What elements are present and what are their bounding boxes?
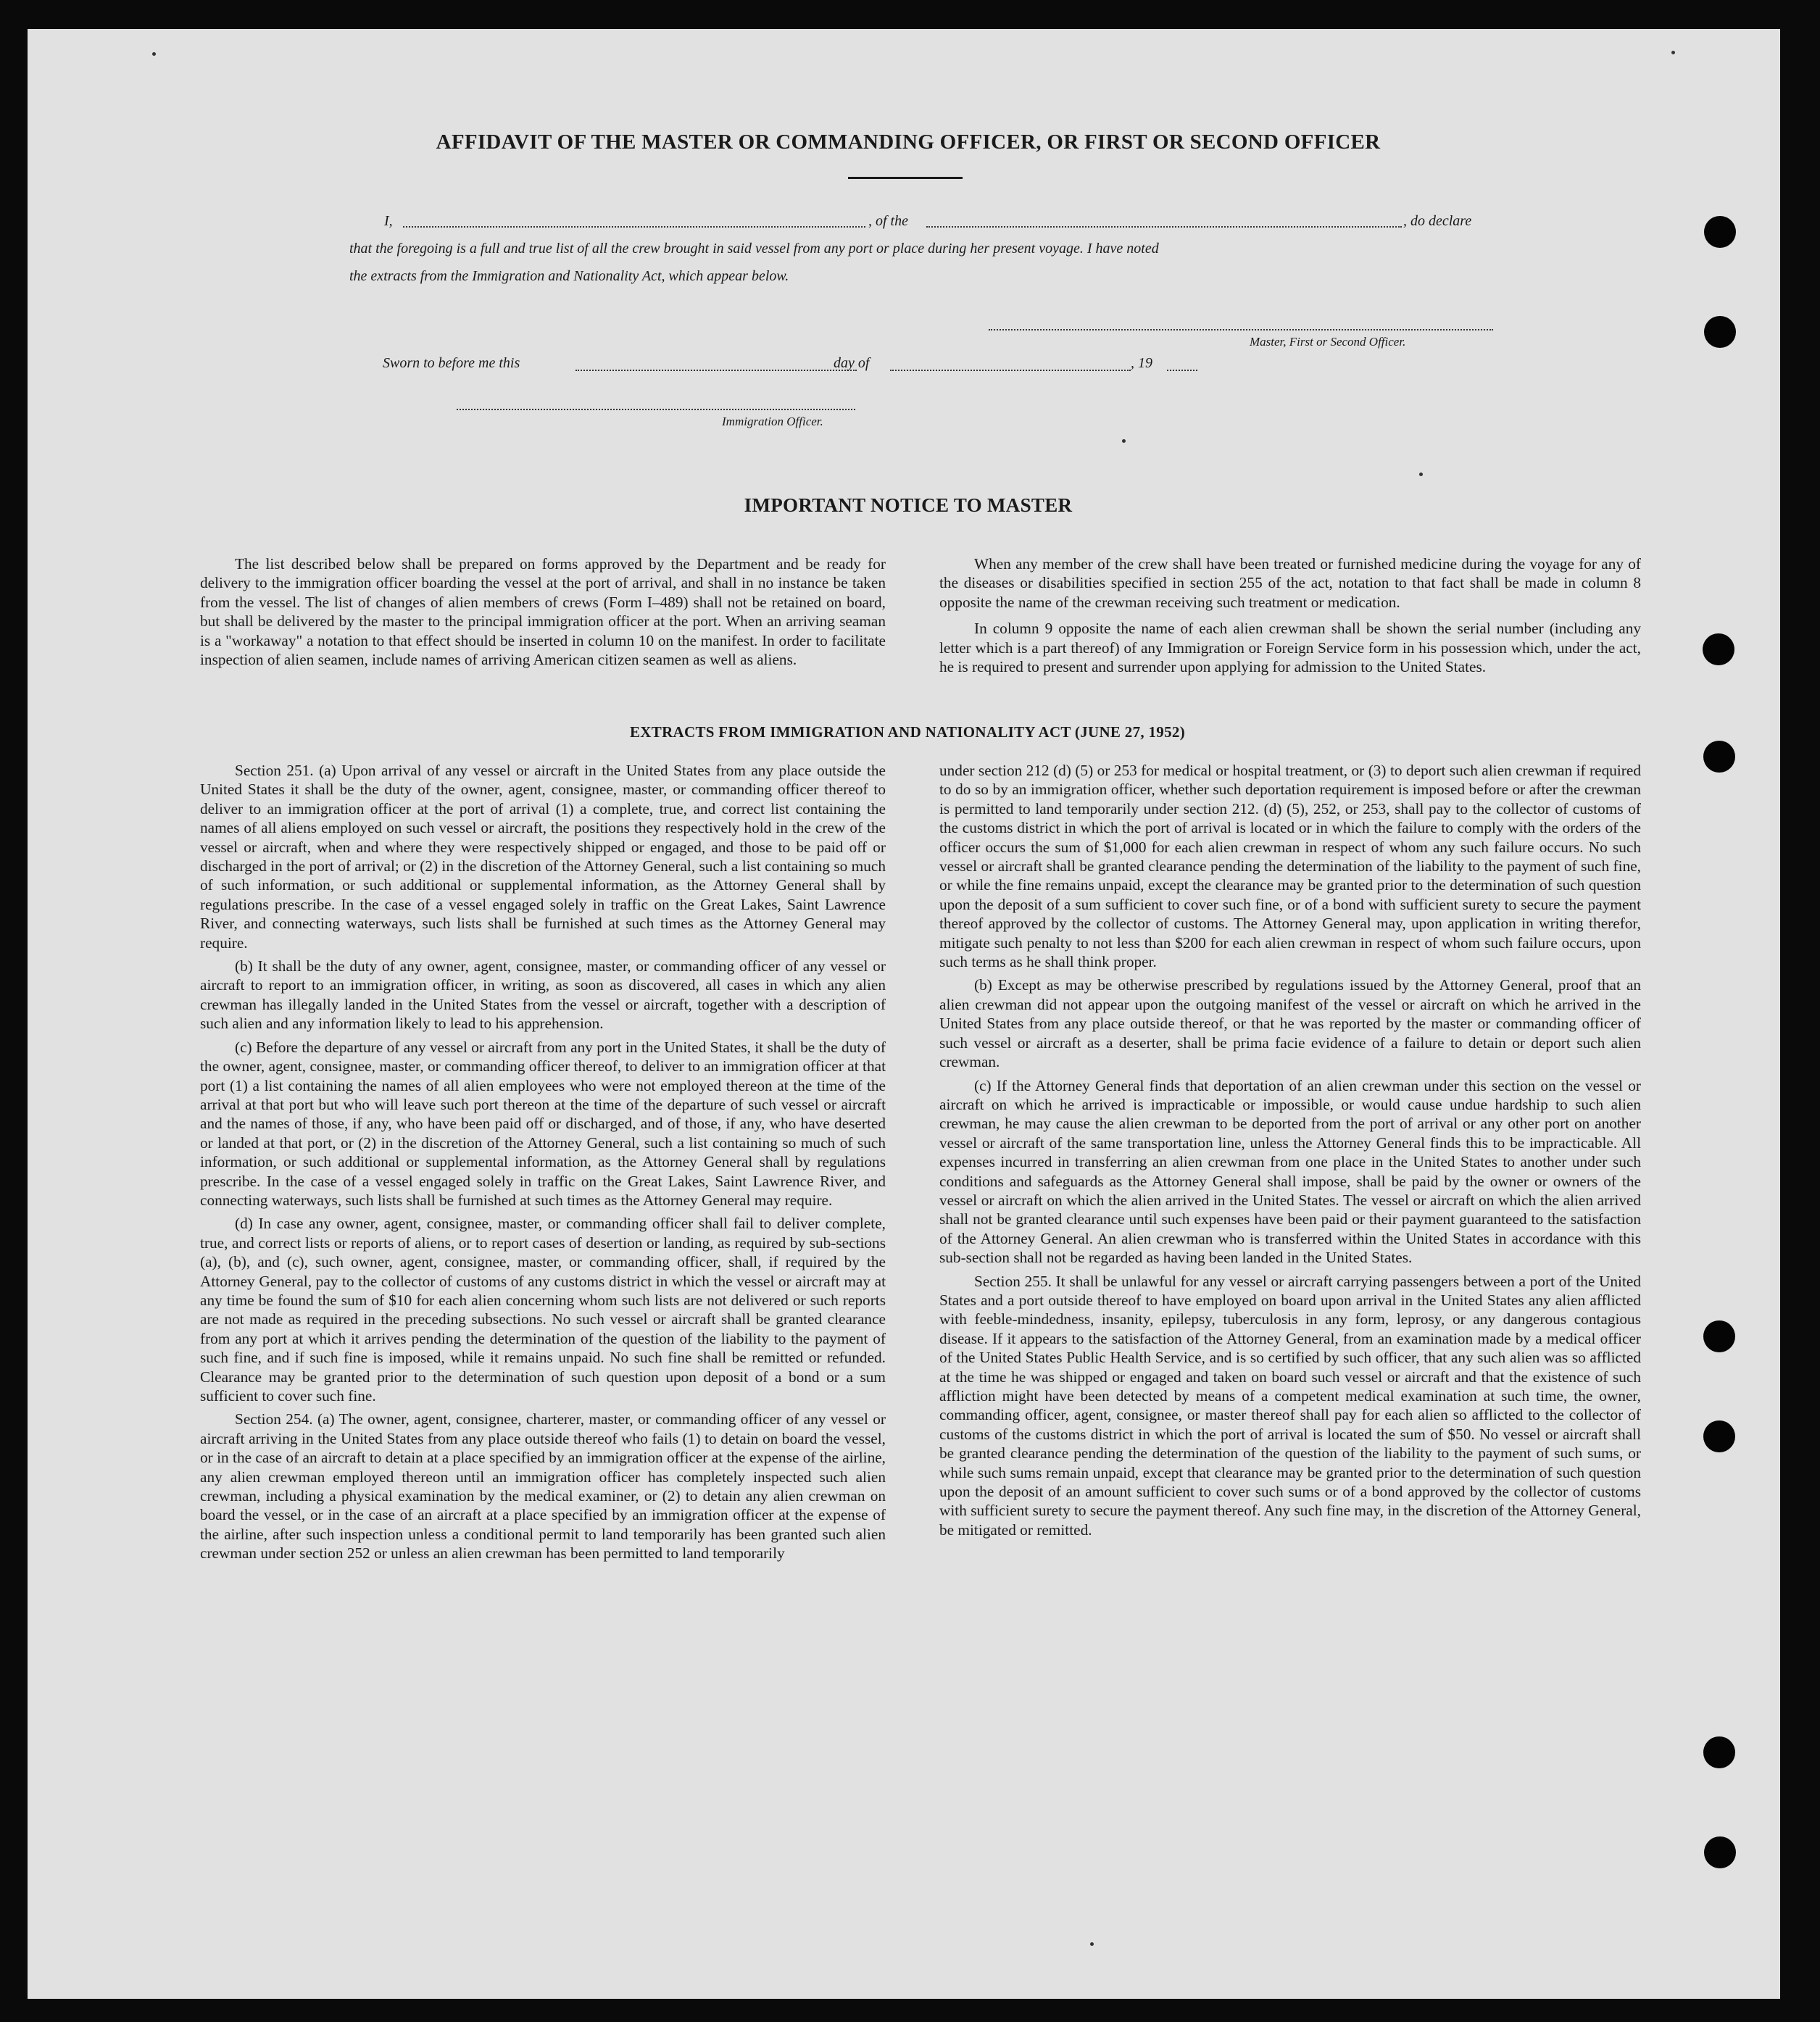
affidavit-statement-line-1: that the foregoing is a full and true list of all the crew brought in said vessel from any port or place during her present voyage. I have noted bbox=[349, 241, 1159, 257]
extracts-left-column bbox=[200, 761, 886, 1568]
binder-hole-1 bbox=[1704, 216, 1736, 248]
binder-hole-6 bbox=[1703, 1420, 1735, 1452]
sworn-label: Sworn to before me this bbox=[383, 355, 520, 371]
year-label: , 19 bbox=[1131, 355, 1152, 371]
affidavit-of-the-label: , of the bbox=[868, 213, 908, 229]
name-field[interactable] bbox=[403, 226, 865, 228]
binder-hole-4 bbox=[1703, 741, 1735, 773]
binder-hole-2 bbox=[1704, 316, 1736, 348]
section-254-a-continued: under section 212 (d) (5) or 253 for medical or hospital treatment, or (3) to deport such alien crewman if required to do so by an immigration officer, whether such deportation requirement is imposed before or after the crewman is permitted to land temporarily under section 212. (d) (5), 252, or 253, shall pay to the collector of customs of the customs district in which the port of arrival is located or in which the failure to comply with the orders of the officer occurs the sum of $1,000 for each alien crewman in respect of whom any such failure occurs. No such vessel or aircraft shall be granted clearance pending the determination of the liability to the payment of such fine, or while the fine remains unpaid, except the clearance may be granted prior to the determination of such question upon the deposit of a sum sufficient to cover such fine, or of a bond with sufficient surety to secure the payment thereof approved by the collector of customs. The Attorney General may, upon application in writing therefor, mitigate such penalty to not less than $200 for each alien crewman in respect of whom such failure occurs, upon such terms as he shall think proper. bbox=[939, 762, 1641, 971]
speck bbox=[1122, 439, 1126, 443]
sworn-month-field[interactable] bbox=[890, 370, 1131, 371]
binder-hole-3 bbox=[1703, 633, 1734, 665]
section-251-d: (d) In case any owner, agent, consignee, master, or commanding officer shall fail to deliver complete, true, and correct lists or reports of aliens, or to report cases of desertion or landing, as required by sub-sections (a), (b), and (c), such owner, agent, consignee, master, or commanding officer, shall, if required by the Attorney General, pay to the collector of customs of any customs district in which the vessel or aircraft may at any time be found the sum of $10 for each alien concerning whom such lists are not delivered or such reports are not made as required in the preceding subsections. No such vessel or aircraft shall be granted clearance from any port at which it arrives pending the determination of the question of the liability to the payment of such fine, and if such fine is imposed, while it remains unpaid. No such fine shall be remitted or refunded. Clearance may be granted prior to the determination of such question upon deposit of a bond or a sum sufficient to cover such fine. bbox=[200, 1215, 886, 1405]
sworn-day-field[interactable] bbox=[575, 370, 857, 371]
extracts-right-column bbox=[939, 761, 1641, 1544]
binder-hole-7 bbox=[1703, 1736, 1735, 1768]
master-signature-caption: Master, First or Second Officer. bbox=[1250, 335, 1406, 349]
speck bbox=[1090, 1942, 1094, 1946]
notice-left-paragraph: The list described below shall be prepared on forms approved by the Department and be ready for delivery to the immigration officer boarding the vessel at the port of arrival, and shall in no instance be taken from the vessel. The list of changes of alien members of crews (Form I–489) shall not be retained on board, but shall be delivered by the master to the principal immigration officer at the port. When an arriving seaman is a "workaway" a notation to that effect should be inserted in column 10 on the manifest. In order to facilitate inspection of alien seamen, include names of arriving American citizen seamen as well as aliens. bbox=[200, 555, 886, 669]
immigration-officer-caption: Immigration Officer. bbox=[722, 415, 823, 428]
speck bbox=[1671, 51, 1675, 54]
binder-hole-5 bbox=[1703, 1320, 1735, 1352]
notice-right-column bbox=[939, 554, 1641, 681]
vessel-field[interactable] bbox=[926, 226, 1402, 228]
section-251-a: Section 251. (a) Upon arrival of any vessel or aircraft in the United States from any place outside the United States it shall be the duty of the owner, agent, consignee, master, or commanding officer thereof to deliver to an immigration officer at the port of arrival (1) a complete, true, and correct list containing the names of all aliens employed on such vessel or aircraft, the positions they respectively hold in the crew of the vessel or aircraft, when and where they were respectively shipped or engaged, and those to be paid off or discharged in the port of arrival; or (2) in the discretion of the Attorney General, such a list containing so much of such information, or such additional or supplemental information, as the Attorney General shall by regulations prescribe. In the case of a vessel engaged solely in traffic on the Great Lakes, Saint Lawrence River, and connecting waterways, such lists shall be furnished at such times as the Attorney General may require. bbox=[200, 762, 886, 952]
master-signature-line[interactable] bbox=[989, 329, 1493, 330]
speck bbox=[1419, 473, 1423, 476]
notice-title: IMPORTANT NOTICE TO MASTER bbox=[744, 494, 1073, 516]
affidavit-i-label: I, bbox=[384, 213, 393, 229]
section-254-b: (b) Except as may be otherwise prescribed by regulations issued by the Attorney General, proof that an alien crewman did not appear upon the outgoing manifest of the vessel or aircraft on which he arrived in the United States from any place outside thereof, or that he was reported by the master or commanding officer of such vessel or aircraft as a deserter, shall be prima facie evidence of a failure to detain or deport such alien crewman. bbox=[939, 976, 1641, 1071]
section-254-a: Section 254. (a) The owner, agent, consignee, charterer, master, or commanding officer of any vessel or aircraft arriving in the United States from any place outside thereof who fails (1) to detain on board the vessel, or in the case of an aircraft to detain at a place specified by an immigration officer at the expense of the airline, any alien crewman employed thereon until an immigration officer has completely inspected such alien crewman, including a physical examination by the medical examiner, or (2) to detain any alien crewman on board the vessel, or in the case of an aircraft at a place specified by an immigration officer at the expense of the airline, after such inspection unless a conditional permit to land temporarily has been granted such alien crewman under section 252 or unless an alien crewman has been permitted to land temporarily bbox=[200, 1410, 886, 1563]
affidavit-title: AFFIDAVIT OF THE MASTER OR COMMANDING OFFICER, OR FIRST OR SECOND OFFICER bbox=[436, 130, 1381, 154]
title-underline bbox=[848, 177, 963, 179]
extracts-title: EXTRACTS FROM IMMIGRATION AND NATIONALITY ACT (JUNE 27, 1952) bbox=[630, 723, 1185, 741]
section-251-c: (c) Before the departure of any vessel or aircraft from any port in the United States, it shall be the duty of the owner, agent, consignee, master, or commanding officer thereof, to deliver to an immigration officer at that port (1) a list containing the names of all alien employees who were not employed thereon at the time of the arrival at that port but who will leave such port thereon at the time of the departure of such vessel or aircraft and the names of those, if any, who have been paid off or discharged, and of those, if any, who have deserted or landed at that port, or (2) in the discretion of the Attorney General, such a list containing so much of such information, or such additional or supplemental information, as the Attorney General shall by regulations prescribe. In the case of a vessel engaged solely in traffic on the Great Lakes, Saint Lawrence River, and connecting waterways, such lists shall be furnished at such times as the Attorney General may require. bbox=[200, 1038, 886, 1209]
section-255: Section 255. It shall be unlawful for any vessel or aircraft carrying passengers between a port of the United States and a port outside thereof to have employed on board upon arrival in the United States any alien afflicted with feeble-mindedness, insanity, epilepsy, tuberculosis in any form, leprosy, or any dangerous contagious disease. If it appears to the satisfaction of the Attorney General, from an examination made by a medical officer of the United States Public Health Service, and is so certified by such officer, that any such alien was so afflicted at the time he was shipped or engaged and taken on board such vessel or aircraft and that the existence of such affliction might have been detected by means of a competent medical examination at such time, the owner, commanding officer, agent, consignee, or master thereof shall pay for each alien so afflicted to the collector of customs of the customs district in which the port of arrival is located the sum of $50. No vessel or aircraft shall be granted clearance pending the determination of the question of the liability to the payment of such sums, or while such sums remain unpaid, except that clearance may be granted prior to the determination of such question upon the deposit of an amount sufficient to cover such sums or of a bond approved by the collector of customs with sufficient surety to secure the payment thereof. Any such fine may, in the discretion of the Attorney General, be mitigated or remitted. bbox=[939, 1272, 1641, 1539]
affidavit-statement-line-2: the extracts from the Immigration and Nationality Act, which appear below. bbox=[349, 268, 789, 284]
notice-right-paragraph-1: When any member of the crew shall have been treated or furnished medicine during the voyage for any of the diseases or disabilities specified in section 255 of the act, notation to that fact shall be made in column 8 opposite the name of the crewman receiving such treatment or medication. bbox=[939, 555, 1641, 611]
notice-right-paragraph-2: In column 9 opposite the name of each alien crewman shall be shown the serial number (including any letter which is a part thereof) of any Immigration or Foreign Service form in his possession which, under the act, he is required to present and surrender upon applying for admission to the United States. bbox=[939, 620, 1641, 676]
speck bbox=[152, 52, 156, 56]
immigration-officer-signature-line[interactable] bbox=[457, 409, 855, 410]
affidavit-do-declare-label: , do declare bbox=[1403, 213, 1472, 229]
section-251-b: (b) It shall be the duty of any owner, agent, consignee, master, or commanding officer of any vessel or aircraft to report to an immigration officer, in writing, as soon as discovered, all cases in which any alien crewman has illegally landed in the United States from the vessel or aircraft, together with a description of such alien and any information likely to lead to his apprehension. bbox=[200, 957, 886, 1033]
section-254-c: (c) If the Attorney General finds that deportation of an alien crewman under this section on the vessel or aircraft on which he arrived is impracticable or impossible, or would cause undue hardship to such alien crewman, he may cause the alien crewman to be deported from the port of arrival or any other port on another vessel or aircraft of the same transportation line, unless the Attorney General finds this to be impracticable. All expenses incurred in transferring an alien crewman from one place in the United States to another under such conditions and safeguards as the Attorney General shall impose, shall be paid by the owner or owners of the vessel or aircraft on which the alien arrived in the United States. The vessel or aircraft on which the alien arrived shall not be granted clearance until such expenses have been paid or their payment guaranteed to the satisfaction of the Attorney General. An alien crewman who is transferred within the United States in accordance with this sub-section shall not be regarded as having been landed in the United States. bbox=[939, 1076, 1641, 1267]
binder-hole-8 bbox=[1704, 1836, 1736, 1868]
sworn-year-field[interactable] bbox=[1167, 370, 1197, 371]
document-page bbox=[28, 29, 1780, 1999]
notice-left-column bbox=[200, 554, 886, 673]
day-of-label: day of bbox=[834, 355, 870, 371]
